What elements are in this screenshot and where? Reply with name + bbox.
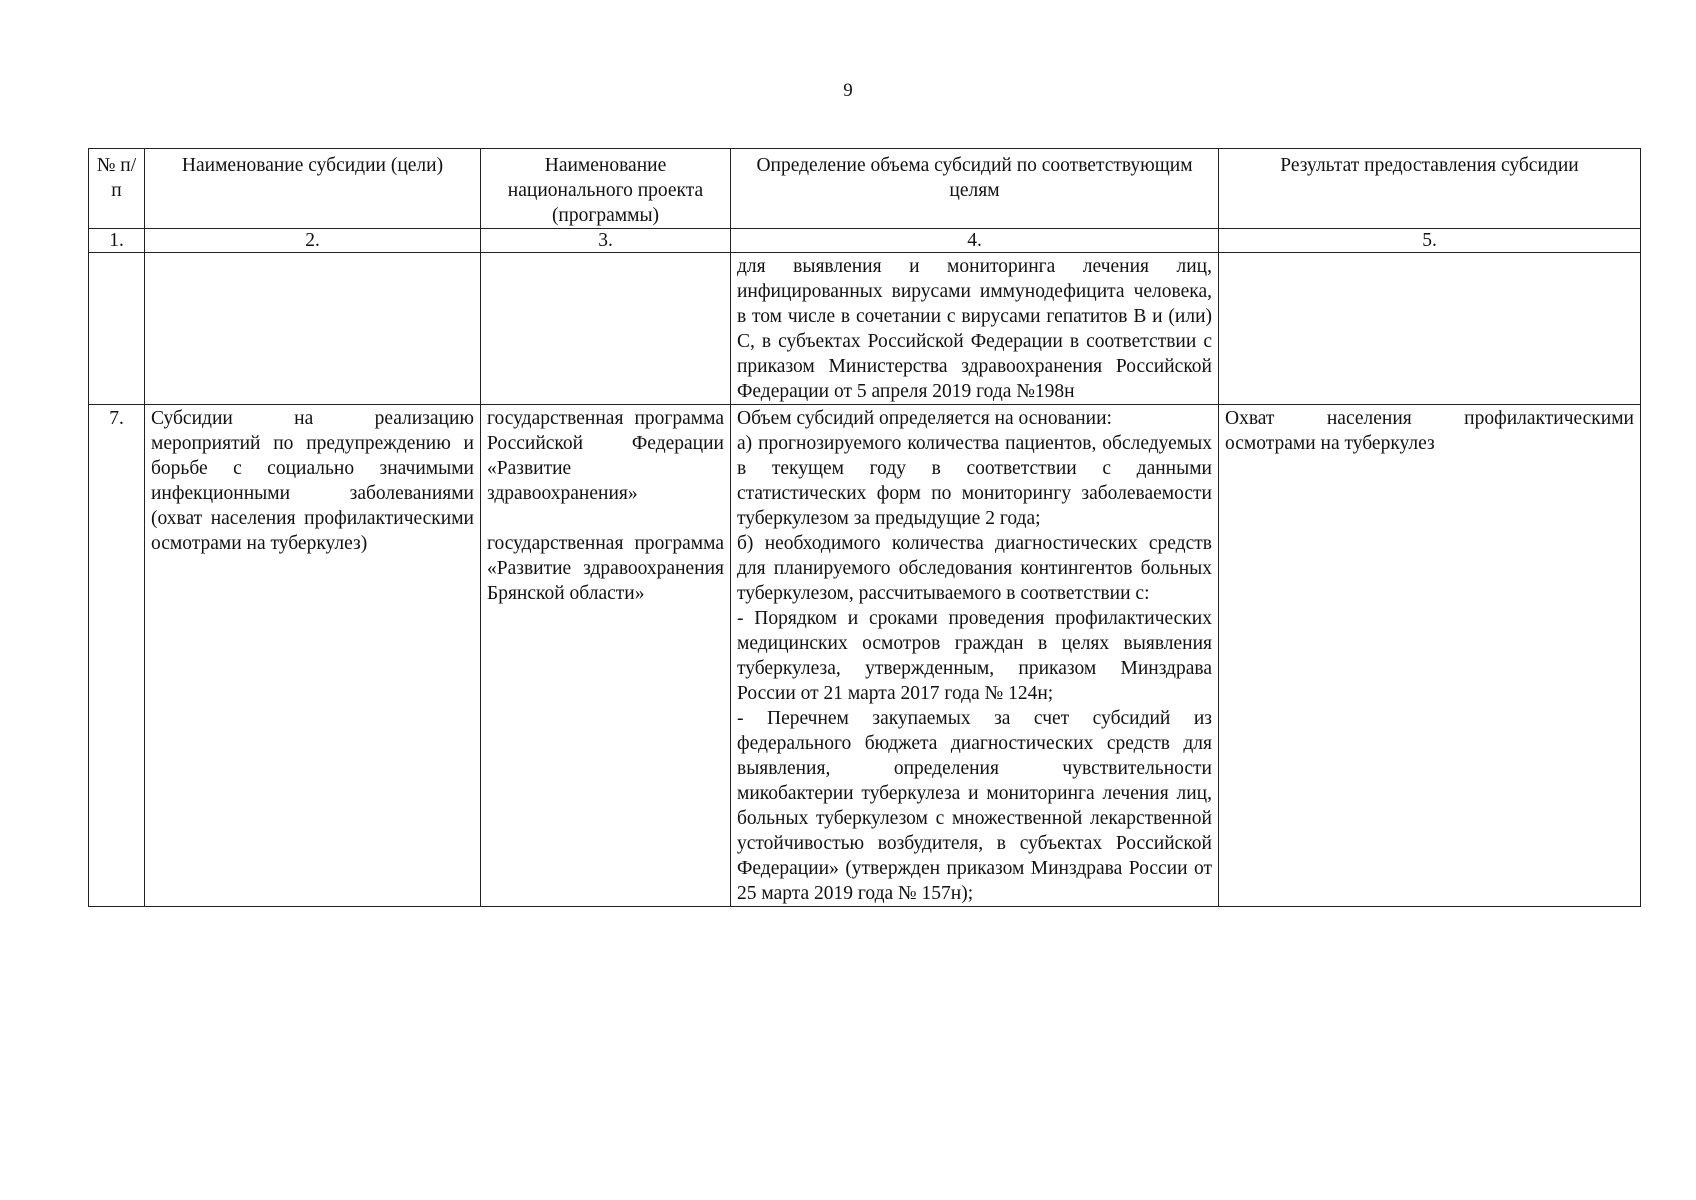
column-index: 5. [1219,229,1641,253]
row-number: 7. [89,405,145,907]
subsidy-result: Охват населения профилактическими осмотрами на туберкулез [1219,405,1641,907]
program-cell [481,405,731,907]
column-index: 2. [145,229,481,253]
empty-cell [481,253,731,405]
header-volume-definition: Определение объема субсидий по соответствующим целям [731,149,1219,229]
header-result: Результат предоставления субсидии [1219,149,1641,229]
column-index-row [89,229,1641,253]
table-row-7 [89,405,1641,907]
empty-cell [1219,253,1641,405]
header-subsidy-name: Наименование субсидии (цели) [145,149,481,229]
definition-item-a: а) прогнозируемого количества пациентов, обследуемых в текущем году в соответствии с данными статистических форм по мониторингу заболеваемости туберкулезом за предыдущие 2 года; [737,433,1212,529]
program-federal: государственная программа Российской Федерации «Развитие здравоохранения» [487,408,724,504]
column-index: 3. [481,229,731,253]
continuation-text: для выявления и мониторинга лечения лиц, инфицированных вирусами иммунодефицита человека, в том числе в сочетании с вирусами гепатитов В и (или) С, в субъектах Российской Федерации в соответствии с приказом Министерства здравоохранения Российской Федерации от 5 апреля 2019 года №198н [731,253,1219,405]
definition-order-124: - Порядком и сроками проведения профилактических медицинских осмотров граждан в целях выявления туберкулеза, утвержденным, приказом Минздрава России от 21 марта 2017 года № 124н; [737,608,1212,704]
definition-item-b: б) необходимого количества диагностических средств для планируемого обследования контингентов больных туберкулезом, рассчитываемого в соответствии с: [737,533,1212,604]
column-index: 1. [89,229,145,253]
volume-definition [731,405,1219,907]
table-row-continuation [89,253,1641,405]
page-number: 9 [843,80,853,101]
header-project-name: Наименование национального проекта (программы) [481,149,731,229]
definition-order-157: - Перечнем закупаемых за счет субсидий из федерального бюджета диагностических средств для выявления, определения чувствительности микобактерии туберкулеза и мониторинга лечения лиц, больных туберкулезом с множественной лекарственной устойчивостью возбудителя, в субъектах Российской Федерации» (утвержден приказом Минздрава России от 25 марта 2019 года № 157н); [737,708,1212,904]
empty-cell [89,253,145,405]
subsidy-name: Субсидии на реализацию мероприятий по предупреждению и борьбе с социально значимыми инфекционными заболеваниями (охват населения профилактическими осмотрами на туберкулез) [145,405,481,907]
header-num: № п/п [89,149,145,229]
table-header-row [89,149,1641,229]
definition-intro: Объем субсидий определяется на основании: [737,408,1112,429]
subsidy-table [88,148,1641,907]
column-index: 4. [731,229,1219,253]
program-regional: государственная программа «Развитие здравоохранения Брянской области» [487,533,724,604]
empty-cell [145,253,481,405]
